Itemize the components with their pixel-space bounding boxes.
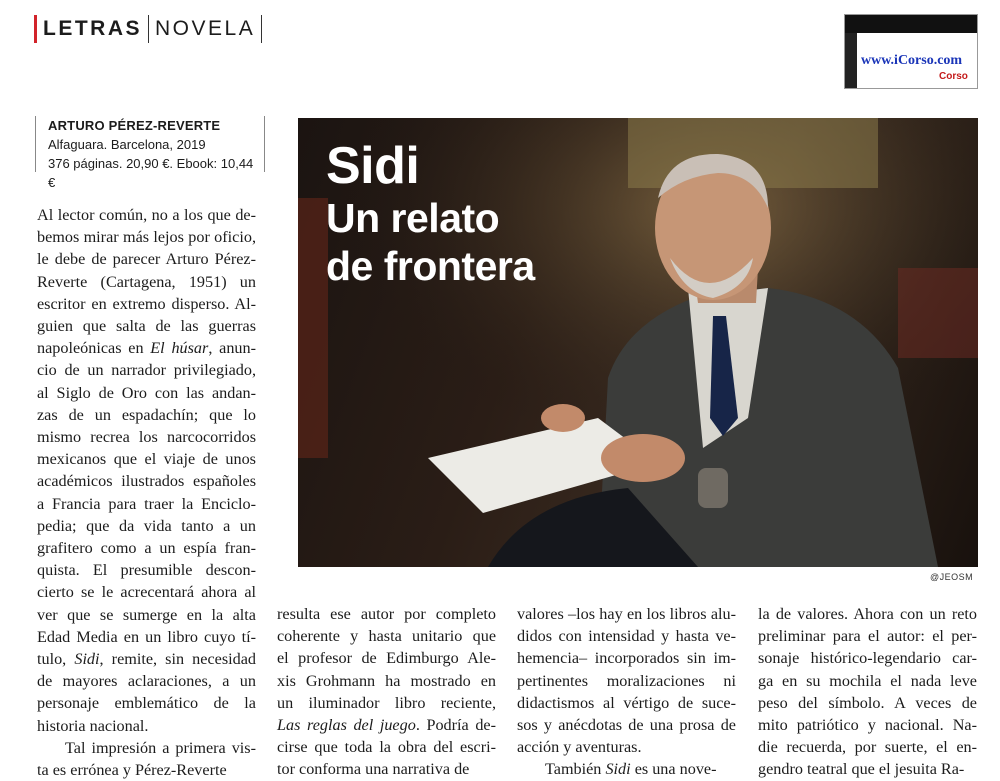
thumbnail-url: www.iCorso.com <box>861 53 963 68</box>
text-line: cirse que toda la obra del escri- <box>277 738 496 757</box>
title-main: Sidi <box>326 137 420 195</box>
text-line: académicos ilustrados españoles <box>37 472 256 491</box>
text-line: mismo recrea los narcocorridos <box>37 428 256 447</box>
text-line: preliminar para el autor: el per- <box>758 627 977 646</box>
photo-credit: @JEOSM <box>930 572 974 582</box>
text-line: bemos mirar más lejos por oficio, <box>37 228 256 247</box>
text-line: tor conforma una narrativa de <box>277 760 470 779</box>
text-line: de mayores aclaraciones, a un <box>37 672 256 691</box>
article-column-2 <box>277 603 496 781</box>
book-publisher: Alfaguara. Barcelona, 2019 <box>48 137 206 152</box>
divider <box>261 15 262 43</box>
text-line: al Siglo de Oro con las andan- <box>37 383 256 402</box>
book-info <box>35 116 265 190</box>
thumbnail-brand: Corso <box>939 71 968 82</box>
text-line: Reverte (Cartagena, 1951) un <box>37 272 256 291</box>
text-line: sonaje histórico-legendario car- <box>758 649 977 668</box>
text-line: cio de un narrador privilegiado, <box>37 361 256 380</box>
section-label: LETRAS <box>43 17 142 40</box>
text-line: die recuerda, por suerte, el en- <box>758 738 977 757</box>
text-line: acción y aventuras. <box>517 738 642 757</box>
title-sub-1: Un relato <box>326 195 500 241</box>
text-line: xis Grohmann ha mostrado en <box>277 671 496 690</box>
thumbnail-banner <box>845 15 977 33</box>
book-details: 376 páginas. 20,90 €. Ebook: 10,44 € <box>48 156 254 190</box>
text-line: ver que se sumerge en la alta <box>37 605 256 624</box>
text-line: Tal impresión a primera vis- <box>65 738 256 757</box>
text-line: el profesor de Edimburgo Ale- <box>277 649 496 668</box>
text-line: un iluminador libro reciente, <box>277 693 496 712</box>
text-line: pertinentes moralizaciones ni <box>517 671 736 690</box>
website-thumbnail[interactable] <box>844 14 978 89</box>
text-line: didos con intensidad y hasta ve- <box>517 627 736 646</box>
text-line: historia nacional. <box>37 716 149 735</box>
text-line: tulo, Sidi, remite, sin necesidad <box>37 650 256 669</box>
text-line: resulta ese autor por completo <box>277 605 496 623</box>
section-header <box>34 14 262 44</box>
text-line: guien que salta de las guerras <box>37 317 256 336</box>
text-line: escritor en extremo disperso. Al- <box>37 294 256 313</box>
text-line: hemencia– incorporados sin im- <box>517 649 736 668</box>
text-line: grafitero como a un espía fran- <box>37 539 256 558</box>
text-line: a Francia para traer la Enciclo- <box>37 494 256 513</box>
thumbnail-sidebar <box>845 33 857 88</box>
article-title <box>326 138 535 290</box>
subsection-label: NOVELA <box>155 17 256 40</box>
article-column-3 <box>517 603 736 781</box>
text-line: ga en su mochila el nada leve <box>758 671 977 690</box>
text-line: cierto se le acrecentará ahora al <box>37 583 256 602</box>
author-photo <box>298 118 978 567</box>
text-line: personaje emblemático de la <box>37 694 256 713</box>
article-column-4 <box>758 603 977 781</box>
text-line: También Sidi es una nove- <box>545 760 717 779</box>
article-column-1 <box>37 204 256 781</box>
text-line: Al lector común, no a los que de- <box>37 206 256 224</box>
text-line: coherente y hasta unitario que <box>277 627 496 646</box>
text-line: quista. El presumible descon- <box>37 561 256 580</box>
text-line: la de valores. Ahora con un reto <box>758 605 977 623</box>
text-line: sos y anécdotas de una prosa de <box>517 716 736 735</box>
text-line: le debe de parecer Arturo Pérez- <box>37 250 256 269</box>
text-line: peso del símbolo. A veces de <box>758 693 977 712</box>
text-line: zas de un espadachín; que lo <box>37 405 256 424</box>
text-line: ta es errónea y Pérez-Reverte <box>37 761 227 780</box>
text-line: mito patriótico y nacional. Na- <box>758 716 977 735</box>
text-line: Edad Media en un libro cuyo tí- <box>37 627 256 646</box>
text-line: napoleónicas en El húsar, anun- <box>37 339 256 358</box>
text-line: gendro teatral que el jesuita Ra- <box>758 760 965 779</box>
book-author: ARTURO PÉREZ-REVERTE <box>48 118 221 133</box>
text-line: didactismos al vértigo de suce- <box>517 693 736 712</box>
text-line: pedia; que da vida tanto a un <box>37 516 256 535</box>
text-line: mexicanos que el viaje de unos <box>37 450 256 469</box>
text-line: Las reglas del juego. Podría de- <box>277 716 496 735</box>
text-line: valores –los hay en los libros alu- <box>517 605 736 623</box>
title-sub-2: de frontera <box>326 243 535 289</box>
